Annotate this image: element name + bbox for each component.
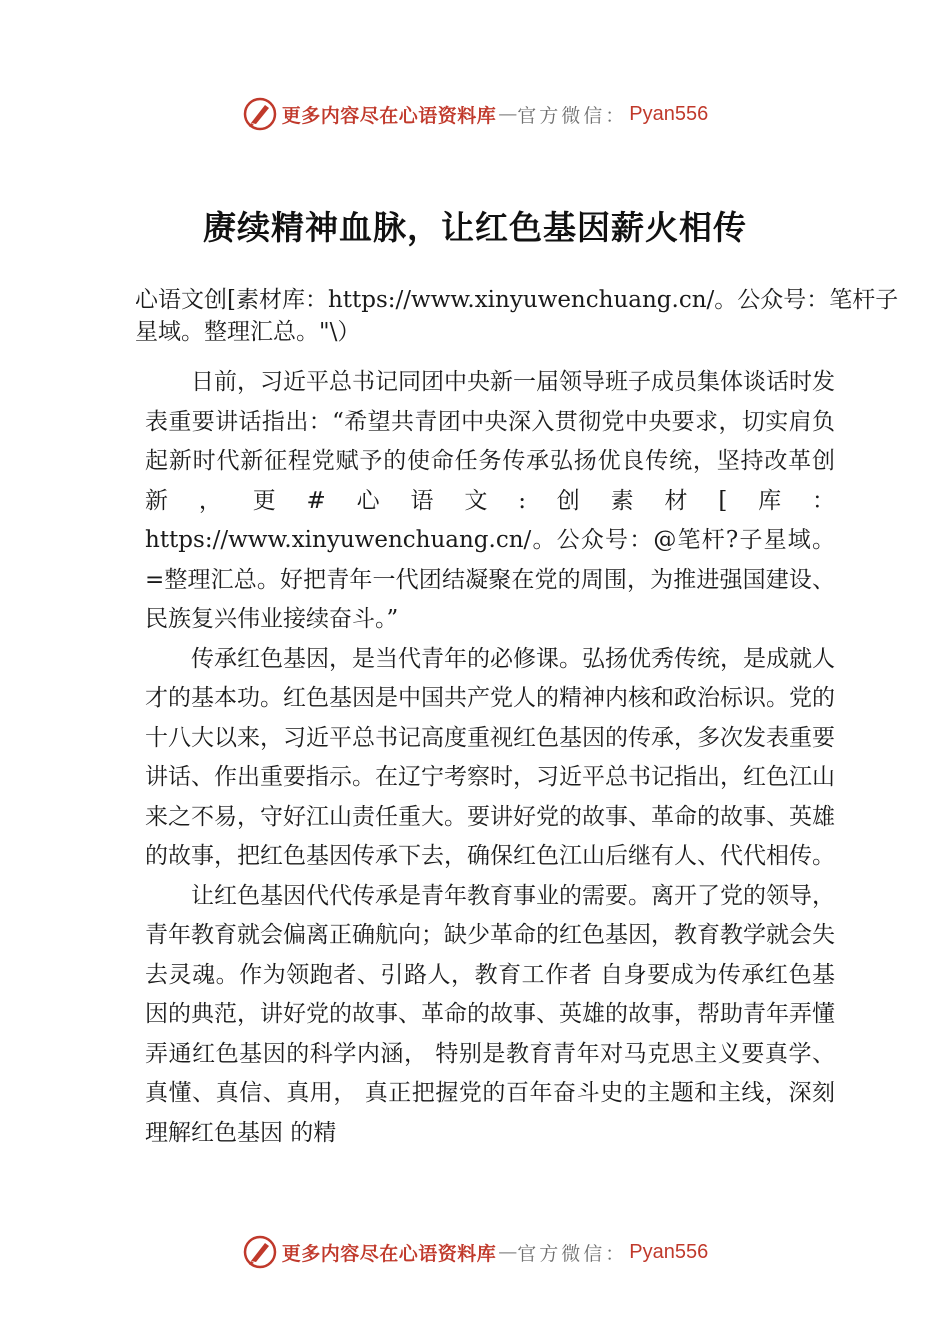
banner-site-text: 更多内容尽在心语资料库	[281, 1242, 497, 1265]
paragraph: 日前，习近平总书记同团中央新一届领导班子成员集体谈话时发表重要讲话指出：“希望共青团中央深入贯彻党中央要求，切实肩负起新时代新征程党赋予的使命任务传承弘扬优良传统，坚持改革创新，更#心语文:创素材[库：https://www.xinyuwenchuang.cn/。公众号：@笔杆?子星域。=整理汇总。好把青年一代团结凝聚在党的周围，为推进强国建设、民族复兴伟业接续奋斗。”	[145, 369, 835, 632]
brush-logo-icon	[242, 96, 278, 132]
banner-dash: —	[498, 1241, 516, 1263]
paragraph: 让红色基因代代传承是青年教育事业的需要。离开了党的领导，青年教育就会偏离正确航向；缺少革命的红色基因，教育教学就会失去灵魂。作为领跑者、引路人，教育工作者 自身要成为传承红色基因的典范，讲好党的故事、革命的故事、英雄的故事，帮助青年弄懂弄通红色基因的科学内涵， 特别是教育青年对马克思主义要真学、真懂、真信、真用， 真正把握党的百年奋斗史的主题和主线，深刻理解红色基因 的精	[145, 882, 835, 1146]
document-body	[145, 363, 835, 1153]
source-note: 心语文创[素材库：https://www.xinyuwenchuang.cn/。公众号：笔杆子星域。整理汇总。"\）	[135, 287, 899, 345]
header-banner	[0, 94, 950, 134]
banner-wechat-id: Pyan556	[629, 1240, 709, 1263]
footer-banner	[0, 1232, 950, 1272]
brush-logo-icon	[242, 1234, 278, 1270]
banner-wechat-id: Pyan556	[629, 102, 709, 125]
banner-site-text: 更多内容尽在心语资料库	[281, 104, 497, 127]
paragraph: 传承红色基因，是当代青年的必修课。弘扬优秀传统，是成就人才的基本功。红色基因是中国共产党人的精神内核和政治标识。党的十八大以来，习近平总书记高度重视红色基因的传承，多次发表重要讲话、作出重要指示。在辽宁考察时，习近平总书记指出，红色江山来之不易，守好江山责任重大。要讲好党的故事、革命的故事、英雄的故事，把红色基因传承下去，确保红色江山后继有人、代代相传。	[145, 645, 835, 869]
banner-label: 官方微信：	[517, 104, 628, 127]
document-title: 赓续精神血脉，让红色基因薪火相传	[203, 208, 747, 247]
banner-dash: —	[498, 103, 516, 125]
banner-label: 官方微信：	[517, 1242, 628, 1265]
